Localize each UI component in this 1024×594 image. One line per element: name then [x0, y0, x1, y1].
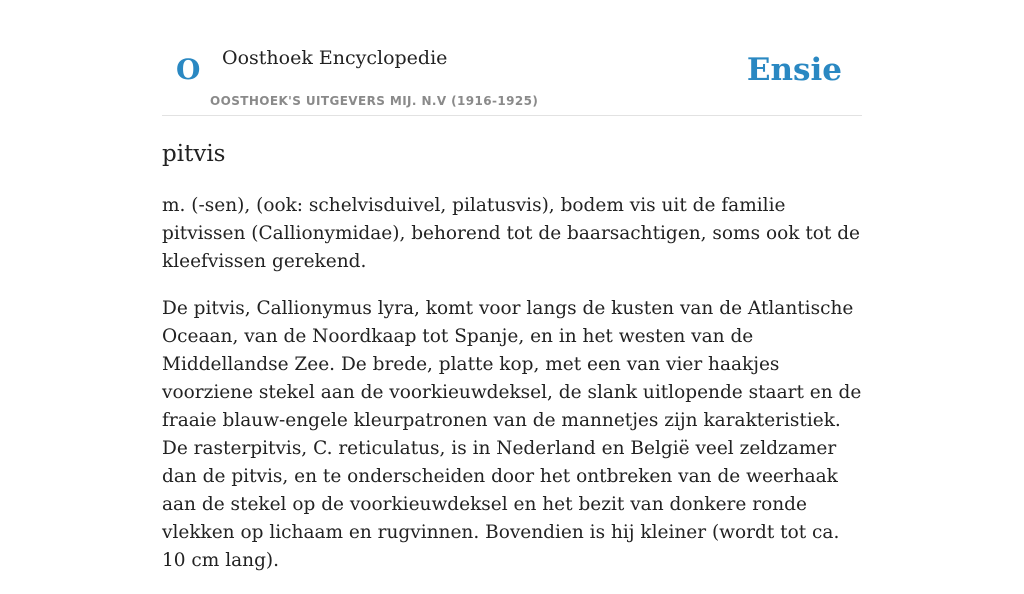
source-header — [162, 36, 862, 116]
article-paragraph-definition: m. (-sen), (ook: schelvisduivel, pilatusvis), bodem vis uit de familie pitvissen (Callionymidae), behorend tot de baarsachtigen, soms ook tot de kleefvissen gerekend. — [162, 195, 860, 272]
source-logo[interactable]: O — [176, 53, 201, 86]
source-title[interactable]: Oosthoek Encyclopedie — [222, 47, 448, 69]
source-subtitle: OOSTHOEK'S UITGEVERS MIJ. N.V (1916-1925) — [210, 94, 539, 108]
article-paragraph-description: De pitvis, Callionymus lyra, komt voor langs de kusten van de Atlantische Oceaan, van de Noordkaap tot Spanje, en in het westen van de Middellandse Zee. De brede, platte kop, met een van vier haakjes voorziene stekel aan de voorkieuwdeksel, de slank uitlopende staart en de fraaie blauw-engele kleurpatronen van de mannetjes zijn karakteristiek. De rasterpitvis, C. reticulatus, is in Nederland en België veel zeldzamer dan de pitvis, en te onderscheiden door het ontbreken van de weerhaak aan de stekel op de voorkieuwdeksel en het bezit van donkere ronde vlekken op lichaam en rugvinnen. Bovendien is hij kleiner (wordt tot ca. 10 cm lang). — [162, 298, 862, 571]
article-title: pitvis — [162, 141, 226, 167]
brand-logo[interactable]: Ensie — [746, 52, 842, 88]
article-body — [162, 192, 862, 594]
